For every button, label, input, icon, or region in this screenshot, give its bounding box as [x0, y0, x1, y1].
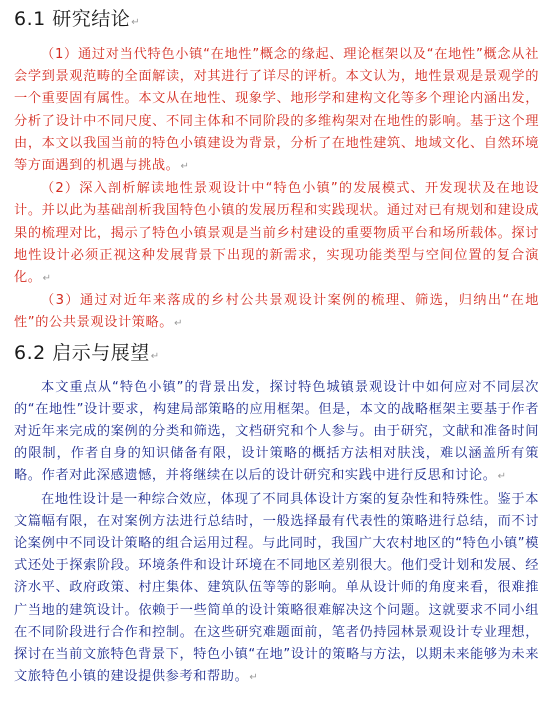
- paragraph-mark-icon: ↵: [150, 350, 160, 362]
- paragraph-mark-icon: ↵: [131, 17, 140, 28]
- outlook-paragraph-2: 在地性设计是一种综合效应，体现了不同具体设计方案的复杂性和特殊性。鉴于本文篇幅有限，在对案例方法进行总结时，一般选择最有代表性的策略进行总结，而不讨论案例中不同设计策略的组合运用过程。与此同时，我国广大农村地区的“特色小镇”模式还处于探索阶段。环境条件和设计环境在不同地区差别很大。他们受计划和发展、经济水平、政府政策、村庄集体、建筑队伍等等的影响。单从设计师的角度来看，很难推广当地的建筑设计。依赖于一些简单的设计策略很难解决这个问题。这就要求不同小组在不同阶段进行合作和控制。在这些研究难题面前，笔者仍持园林景观设计专业理想，探讨在当前文旅特色背景下，特色小镇“在地”设计的策略与方法，以期未来能够为未来文旅特色小镇的建设提供参考和帮助。↵: [14, 491, 539, 685]
- section-heading-6-1: 6.1 研究结论↵: [14, 8, 140, 30]
- paragraph-mark-icon: ↵: [249, 672, 258, 684]
- section-heading-6-2: 6.2 启示与展望↵: [14, 341, 160, 364]
- conclusion-paragraph-1: （1）通过对当代特色小镇“在地性”概念的缘起、理论框架以及“在地性”概念从社会学到景观范畴的全面解读，对其进行了详尽的评析。本文认为，地性景观是景观学的一个重要固有属性。本文从在地性、现象学、地形学和建构文化等多个理论内涵出发，分析了设计中不同尺度、不同主体和不同阶段的多维构架对在地性的影响。基于这个理由，本文以我国当前的特色小镇建设为背景，分析了在地性建筑、地域文化、自然环境等方面遇到的机遇与挑战。↵: [14, 47, 539, 174]
- conclusion-paragraph-3: （3）通过对近年来落成的乡村公共景观设计案例的梳理、筛选，归纳出“在地性”的公共景观设计策略。↵: [14, 293, 539, 331]
- outlook-paragraph-1: 本文重点从“特色小镇”的背景出发，探讨特色城镇景观设计中如何应对不同层次的“在地性”设计要求，构建局部策略的应用框架。但是，本文的战略框架主要基于作者对近年来完成的案例的分类和筛选，文档研究和个人参与。由于研究，文献和准备时间的限制，作者自身的知识储备有限，设计策略的概括方法相对肤浅，难以涵盖所有策略。作者对此深感遗憾，并将继续在以后的设计研究和实践中进行反思和讨论。↵: [14, 379, 539, 484]
- paragraph-mark-icon: ↵: [180, 161, 189, 173]
- paragraph-mark-icon: ↵: [174, 318, 183, 330]
- paragraph-mark-icon: ↵: [42, 273, 51, 285]
- conclusion-paragraph-2: （2）深入剖析解读地性景观设计中“特色小镇”的发展模式、开发现状及在地设计。并以此为基础剖析我国特色小镇的发展历程和实践现状。通过对已有规划和建设成果的梳理对比，揭示了特色小镇景观是当前乡村建设的重要物质平台和场所载体。探讨地性设计必须正视这种发展背景下出现的新需求，实现功能类型与空间位置的复合演化。↵: [14, 181, 539, 286]
- paragraph-mark-icon: ↵: [497, 471, 506, 483]
